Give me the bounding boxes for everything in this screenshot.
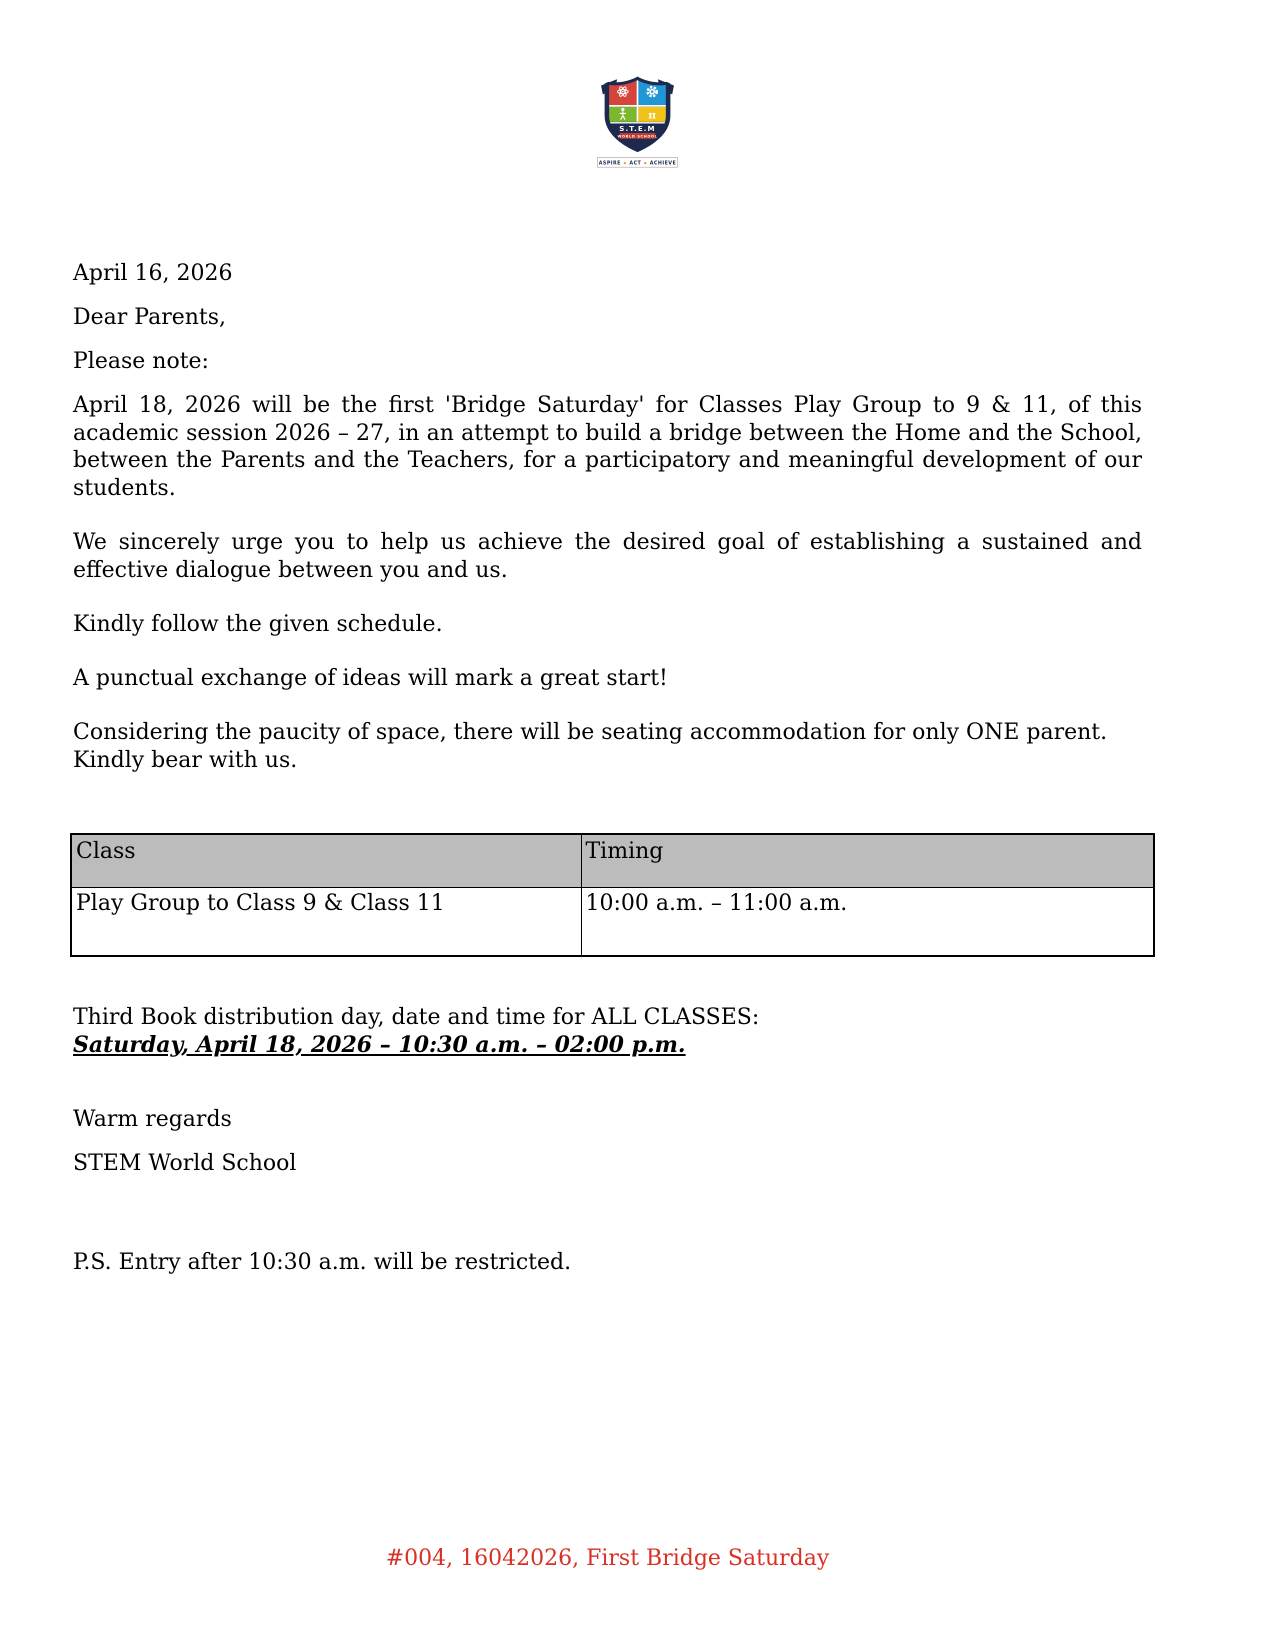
logo-world-school-text: WORLD SCHOOL <box>617 134 658 139</box>
schedule-table <box>70 833 1155 957</box>
table-cell-timing: 10:00 a.m. – 11:00 a.m. <box>581 888 1154 957</box>
school-logo <box>0 73 1275 169</box>
closing-line: Warm regards <box>73 1107 232 1132</box>
table-header-class: Class <box>71 834 581 888</box>
table-header-timing: Timing <box>581 834 1154 888</box>
footer-reference: #004, 16042026, First Bridge Saturday <box>385 1546 830 1571</box>
line-punctual: A punctual exchange of ideas will mark a great start! <box>73 666 668 691</box>
table-cell-class: Play Group to Class 9 & Class 11 <box>71 888 581 957</box>
line-schedule: Kindly follow the given schedule. <box>73 612 443 637</box>
intro-line: Please note: <box>73 349 209 374</box>
distribution-block <box>73 1004 1142 1059</box>
logo-stem-text: S.T.E.M <box>619 123 656 133</box>
letter-date: April 16, 2026 <box>73 261 233 286</box>
logo-tagline: ASPIRE ◆ ACT ◆ ACHIEVE <box>598 161 677 167</box>
signature-line: STEM World School <box>73 1151 297 1176</box>
table-header-row <box>71 834 1154 888</box>
distribution-heading: Third Book distribution day, date and time for ALL CLASSES: <box>73 1005 760 1030</box>
pi-icon: π <box>648 108 657 122</box>
table-row <box>71 888 1154 957</box>
paragraph-urge: We sincerely urge you to help us achieve the desired goal of establishing a sustained and effective dialogue between you and us. <box>73 530 1142 583</box>
salutation: Dear Parents, <box>73 305 227 330</box>
paragraph-seating <box>73 719 1142 774</box>
paragraph-seating-line2: Kindly bear with us. <box>73 747 298 773</box>
paragraph-bridge-saturday: April 18, 2026 will be the first 'Bridge Saturday' for Classes Play Group to 9 & 11, of this academic session 2026 – 27, in an attempt to build a bridge between the Home and the School, between the Parents and the Teachers, for a participatory and meaningful development of our students. <box>73 393 1142 501</box>
postscript-line: P.S. Entry after 10:30 a.m. will be restricted. <box>73 1250 572 1275</box>
paragraph-seating-line1: Considering the paucity of space, there will be seating accommodation for only ONE parent. <box>73 720 1108 745</box>
school-logo-icon <box>590 73 685 169</box>
distribution-date: Saturday, April 18, 2026 – 10:30 a.m. – 02:00 p.m. <box>73 1031 686 1058</box>
